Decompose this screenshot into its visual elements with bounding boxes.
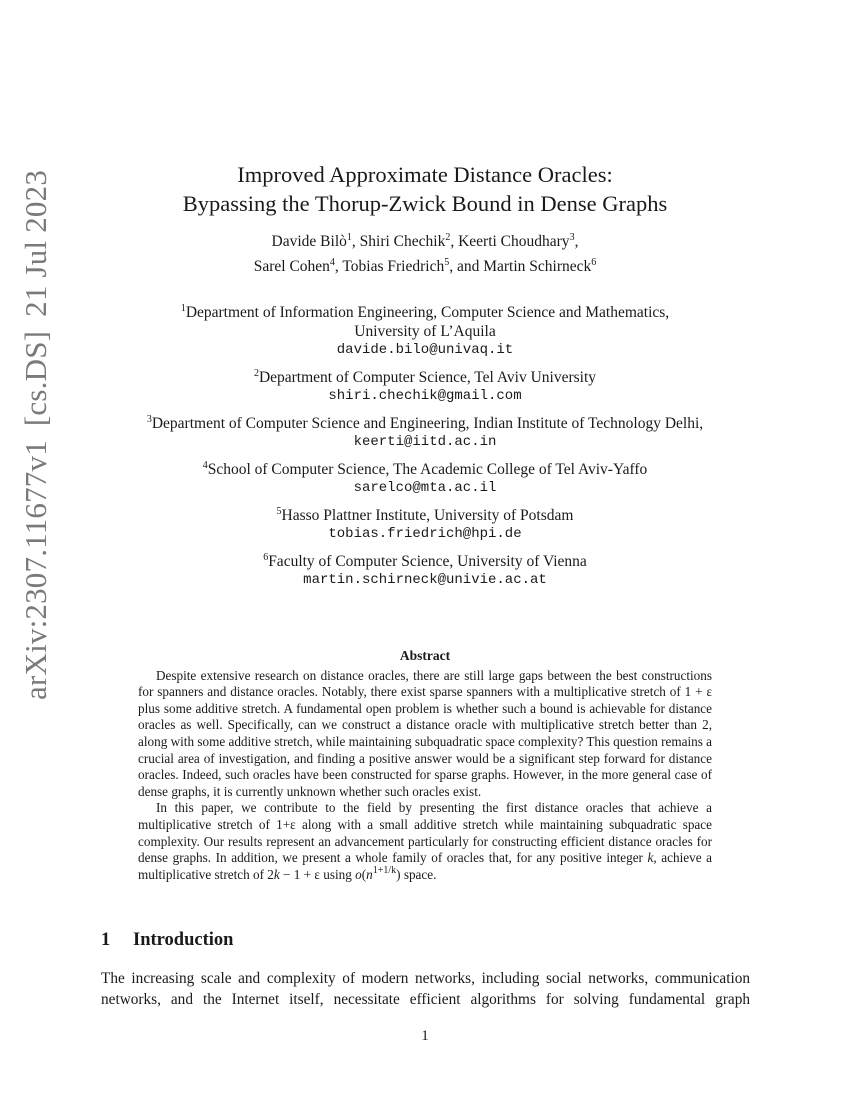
author-email[interactable]: sarelco@mta.ac.il bbox=[353, 480, 497, 496]
affiliation-name: Department of Computer Science and Engineering, Indian Institute of Technology Delhi, bbox=[151, 415, 704, 432]
author-email[interactable]: tobias.friedrich@hpi.de bbox=[328, 526, 522, 542]
author-affiliation-mark: 5 bbox=[444, 257, 450, 268]
author-line-1: Davide Bilò$^1$, Shiri Chechik$^2$, Keerti Choudhary$^3$, bbox=[271, 232, 579, 250]
abstract bbox=[138, 648, 712, 883]
author-email[interactable]: martin.schirneck@univie.ac.at bbox=[303, 572, 547, 588]
author-affiliation-mark: 2 bbox=[445, 232, 451, 243]
paper-title bbox=[0, 160, 850, 218]
author-list bbox=[0, 229, 850, 279]
arxiv-id: arXiv:2307.11677v1 bbox=[18, 440, 53, 700]
author-name: Sarel Cohen bbox=[253, 258, 330, 275]
abstract-paragraph-1: Despite extensive research on distance oracles, there are still large gaps between the best constructions for spanners and distance oracles. Notably, there exist sparse spanners with a multiplicative stretch of 1 + ε plus some additive stretch. A fundamental open problem is whether such a bound is achievable for distance oracles as well. Specifically, can we construct a distance oracle with multiplicative stretch better than 2, along with some additive stretch, while maintaining subquadratic space complexity? This question remains a crucial area of investigation, and finding a positive answer would be a significant step forward for distance oracles. Indeed, such oracles have been constructed for sparse graphs. However, in the more general case of dense graphs, it is currently unknown whether such oracles exist. bbox=[138, 667, 713, 799]
affiliation: $^3$Department of Computer Science and Engineering, Indian Institute of Technology Delhi, keerti@iitd.ac.in bbox=[0, 414, 850, 452]
affiliation: $^1$Department of Information Engineering, Computer Science and Mathematics, University of L’Aquila davide.bilo@univaq.it bbox=[0, 303, 850, 360]
section-heading-introduction bbox=[101, 930, 233, 951]
author-name: Tobias Friedrich bbox=[342, 258, 445, 275]
title-line-1: Improved Approximate Distance Oracles: bbox=[237, 162, 613, 187]
affiliation-name: Department of Computer Science, Tel Aviv University bbox=[258, 369, 597, 386]
abstract-heading: Abstract bbox=[399, 648, 451, 663]
abstract-paragraph-2: In this paper, we contribute to the field by presenting the first distance oracles that achieve a multiplicative stretch of 1+ε along with a small additive stretch while maintaining subquadratic space complexity. Our results represent an advancement particularly for constructing efficient distance oracles for dense graphs. In addition, we present a whole family of oracles that, for any positive integer k, achieve a multiplicative stretch of 2k − 1 + ε using $o(n^{1+1/k})$ space. bbox=[138, 800, 712, 882]
page-number: 1 bbox=[421, 1028, 429, 1044]
affiliation-name-cont: University of L’Aquila bbox=[354, 323, 496, 340]
author-affiliation-mark: 6 bbox=[591, 257, 597, 268]
section-number: 1 bbox=[101, 930, 111, 950]
author-email[interactable]: davide.bilo@univaq.it bbox=[336, 342, 514, 358]
author-affiliation-mark: 4 bbox=[329, 257, 335, 268]
affiliation-name: Hasso Plattner Institute, University of Potsdam bbox=[281, 507, 574, 524]
author-affiliation-mark: 3 bbox=[569, 232, 575, 243]
affiliation: $^6$Faculty of Computer Science, University of Vienna martin.schirneck@univie.ac.at bbox=[0, 552, 850, 590]
affiliation-name: Department of Information Engineering, Computer Science and Mathematics, bbox=[185, 304, 670, 321]
affiliation-name: Faculty of Computer Science, University of Vienna bbox=[268, 553, 587, 570]
title-line-2: Bypassing the Thorup-Zwick Bound in Dense Graphs bbox=[182, 191, 668, 216]
author-name: Martin Schirneck bbox=[483, 258, 592, 275]
author-email[interactable]: shiri.chechik@gmail.com bbox=[328, 388, 522, 404]
author-line-2: Sarel Cohen$^4$, Tobias Friedrich$^5$, and Martin Schirneck$^6$ bbox=[253, 257, 597, 275]
section-title: Introduction bbox=[133, 930, 234, 950]
introduction-paragraph: The increasing scale and complexity of modern networks, including social networks, communication networks, and the Internet itself, necessitate efficient algorithms for solving fundamental graph bbox=[101, 970, 750, 1008]
arxiv-category: [cs.DS] bbox=[18, 330, 53, 427]
affiliation-name: School of Computer Science, The Academic College of Tel Aviv-Yaffo bbox=[207, 461, 648, 478]
author-name: Shiri Chechik bbox=[359, 233, 446, 250]
affiliation: $^4$School of Computer Science, The Academic College of Tel Aviv-Yaffo sarelco@mta.ac.il bbox=[0, 460, 850, 498]
affiliation: $^2$Department of Computer Science, Tel Aviv University shiri.chechik@gmail.com bbox=[0, 368, 850, 406]
arxiv-date: 21 Jul 2023 bbox=[18, 169, 53, 317]
author-email[interactable]: keerti@iitd.ac.in bbox=[353, 434, 497, 450]
author-name: Davide Bilò bbox=[271, 233, 347, 250]
author-affiliation-mark: 1 bbox=[346, 232, 352, 243]
affiliation: $^5$Hasso Plattner Institute, University of Potsdam tobias.friedrich@hpi.de bbox=[0, 506, 850, 544]
author-name: Keerti Choudhary bbox=[458, 233, 570, 250]
affiliation-list bbox=[0, 303, 850, 598]
